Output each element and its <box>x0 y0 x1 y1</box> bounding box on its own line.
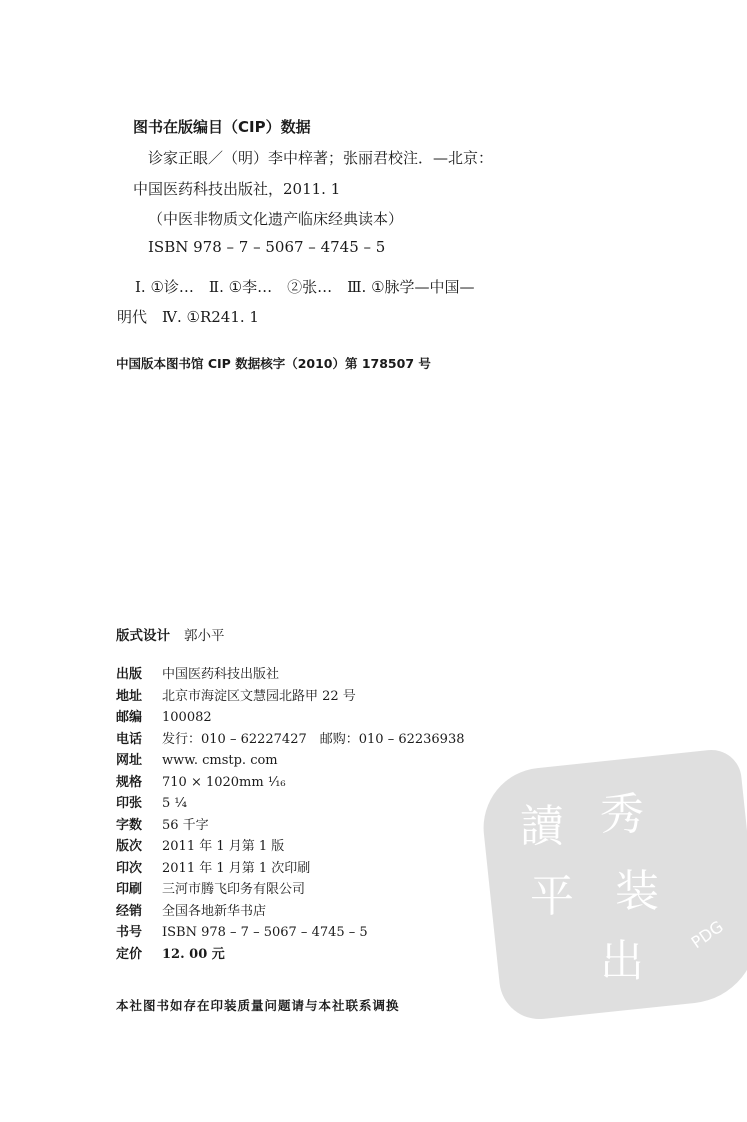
watermark-char: 出 <box>600 936 644 987</box>
designer-name: 郭小平 <box>184 628 225 644</box>
detail-value: 发行：010 – 62227427 邮购：010 – 62236938 <box>162 731 465 747</box>
detail-key: 电话 <box>116 731 143 747</box>
detail-value: www. cmstp. com <box>162 753 278 768</box>
detail-key: 印张 <box>116 796 143 811</box>
detail-key: 经销 <box>116 903 143 919</box>
watermark-char: 讀 <box>520 801 564 852</box>
detail-key: 书号 <box>116 925 143 940</box>
cip-title: 图书在版编目（CIP）数据 <box>133 118 311 136</box>
detail-key: 网址 <box>116 753 143 768</box>
detail-row-website <box>116 750 536 772</box>
watermark-char: 秀 <box>600 789 644 840</box>
detail-row-price <box>116 944 536 966</box>
detail-key: 定价 <box>116 946 143 962</box>
detail-row-printing <box>116 858 536 880</box>
detail-key: 地址 <box>116 688 143 704</box>
watermark-char: 平 <box>530 871 574 922</box>
detail-key: 出版 <box>116 667 143 682</box>
detail-key: 字数 <box>116 817 143 833</box>
detail-key: 规格 <box>116 774 143 790</box>
detail-row-printer <box>116 879 536 901</box>
detail-key: 印次 <box>116 860 143 876</box>
cip-classification-line: Ⅰ. ①诊… Ⅱ. ①李… ②张… Ⅲ. ①脉学—中国— <box>135 278 475 296</box>
detail-value: 5 ¹⁄₄ <box>162 796 187 811</box>
detail-key: 邮编 <box>116 710 143 725</box>
layout-designer <box>116 624 225 644</box>
detail-row-phone <box>116 729 536 751</box>
detail-value: 100082 <box>162 710 212 725</box>
detail-row-publisher <box>116 664 536 686</box>
detail-row-address <box>116 686 536 708</box>
designer-label: 版式设计 <box>116 628 170 644</box>
detail-value: 三河市腾飞印务有限公司 <box>162 882 306 897</box>
detail-key: 印刷 <box>116 882 143 897</box>
cip-entry-line: 诊家正眼／（明）李中梓著；张丽君校注．—北京： <box>148 149 494 167</box>
cip-classification-line-2: 明代 Ⅳ. ①R241. 1 <box>117 308 259 326</box>
detail-row-postcode <box>116 707 536 729</box>
detail-value: 全国各地新华书店 <box>162 903 267 919</box>
detail-value: 56 千字 <box>162 817 209 833</box>
watermark-char: 装 <box>615 866 659 917</box>
detail-row-format <box>116 772 536 794</box>
cip-isbn-line: ISBN 978 – 7 – 5067 – 4745 – 5 <box>148 238 386 256</box>
quality-notice: 本社图书如存在印装质量问题请与本社联系调换 <box>116 998 400 1013</box>
detail-row-distributor <box>116 901 536 923</box>
detail-row-sheets <box>116 793 536 815</box>
detail-value: 北京市海淀区文慧园北路甲 22 号 <box>162 688 356 704</box>
cip-catalog-note: 中国版本图书馆 CIP 数据核字（2010）第 178507 号 <box>116 356 431 371</box>
cip-series-line: （中医非物质文化遗产临床经典读本） <box>148 210 404 228</box>
detail-row-edition <box>116 836 536 858</box>
detail-key: 版次 <box>116 839 143 854</box>
detail-value: 2011 年 1 月第 1 版 <box>162 839 285 854</box>
cip-publisher-line: 中国医药科技出版社，2011. 1 <box>133 180 341 198</box>
detail-row-isbn <box>116 922 536 944</box>
publication-details <box>116 664 536 965</box>
detail-value: 12. 00 元 <box>162 946 225 962</box>
watermark-pdg: PDG <box>687 916 727 953</box>
detail-row-wordcount <box>116 815 536 837</box>
detail-value: 2011 年 1 月第 1 次印刷 <box>162 860 311 876</box>
detail-value: 710 × 1020mm ¹⁄₁₆ <box>162 774 286 790</box>
detail-value: ISBN 978 – 7 – 5067 – 4745 – 5 <box>162 925 368 940</box>
detail-value: 中国医药科技出版社 <box>162 667 280 682</box>
